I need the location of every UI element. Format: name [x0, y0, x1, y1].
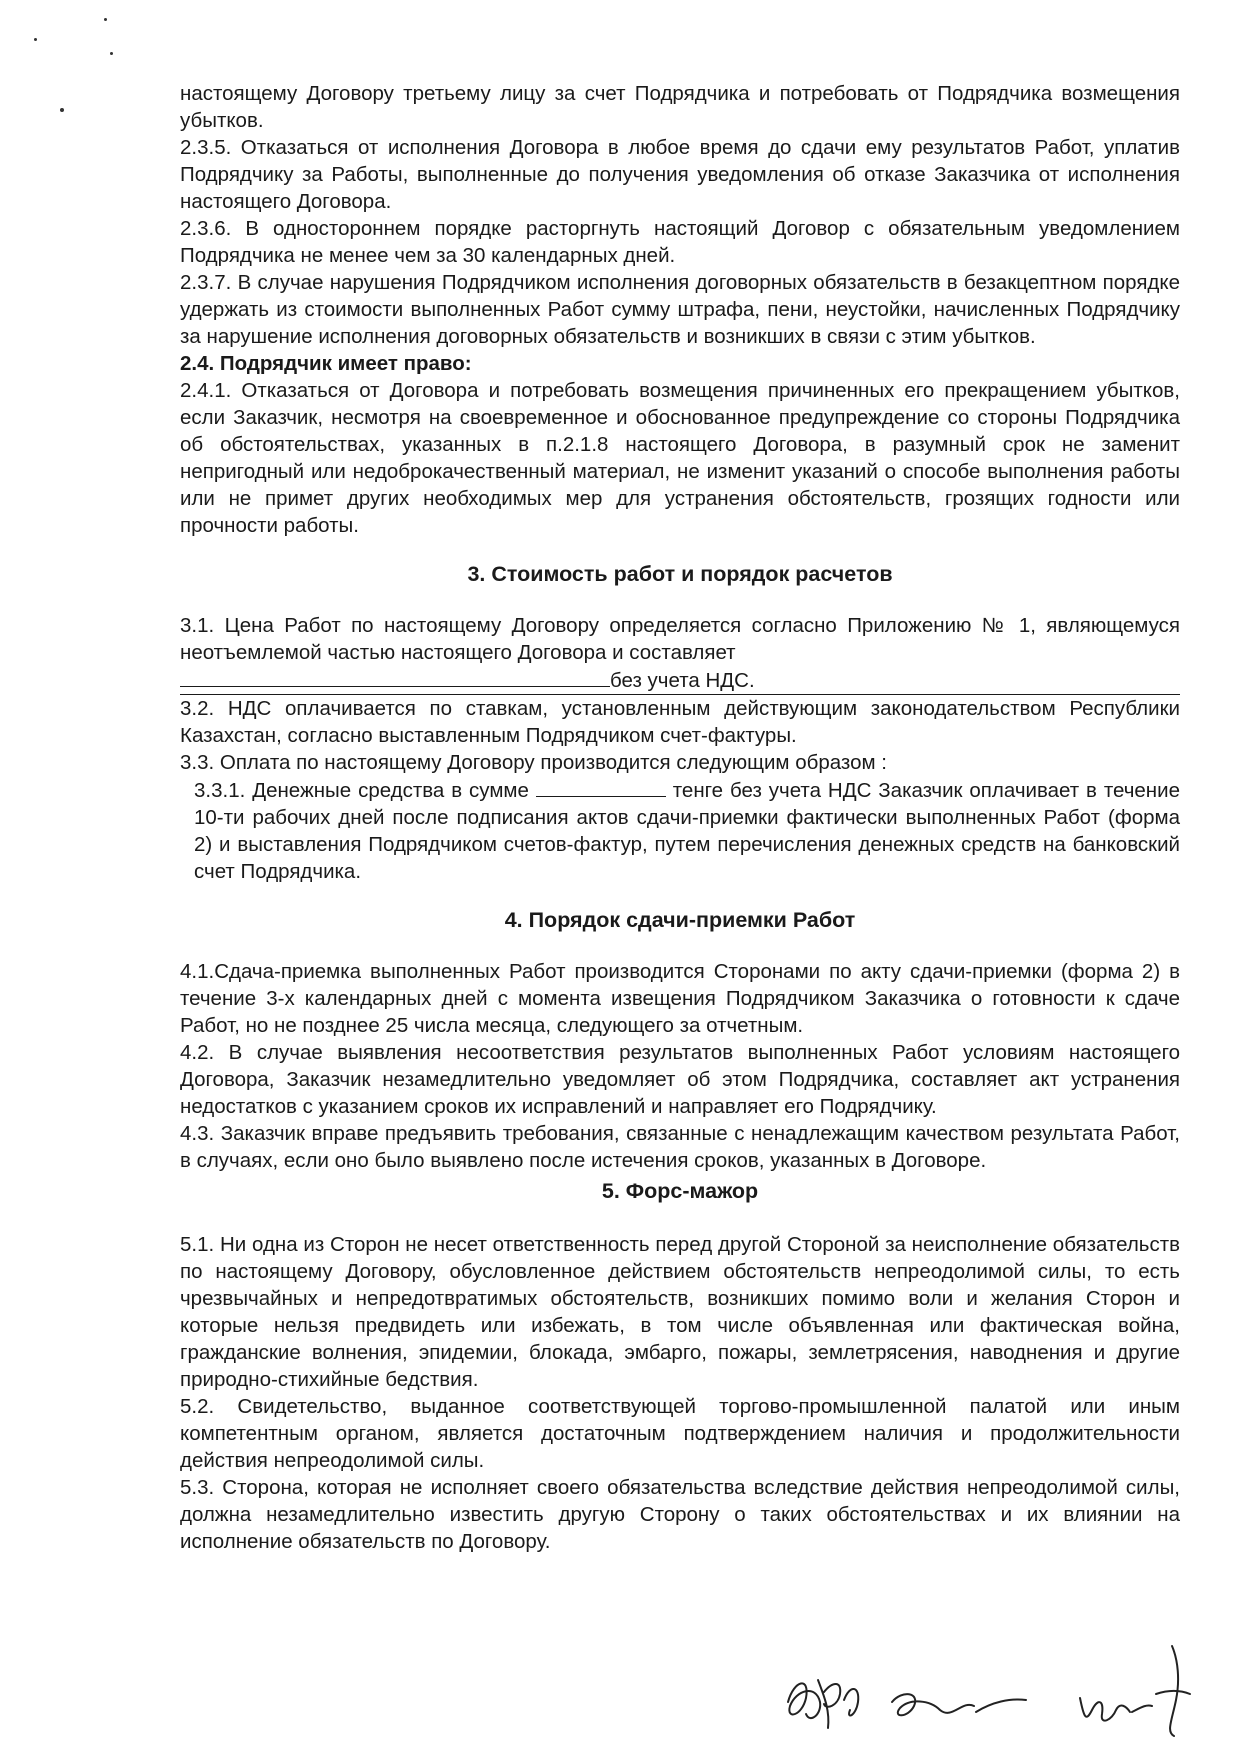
signature-stroke-1 — [788, 1683, 820, 1718]
paragraph-2-3-4-continued: настоящему Договору третьему лицу за счет Подрядчика и потребовать от Подрядчика возмещения убытков. — [180, 82, 1180, 132]
document-body — [180, 80, 1180, 1555]
signature-stroke-6 — [1080, 1698, 1130, 1721]
scan-speck — [34, 38, 37, 41]
paragraph-3-2: 3.2. НДС оплачивается по ставкам, установленным действующим законодательством Республики Казахстан, согласно выставленным Подрядчиком счет-фактуры. — [180, 694, 1180, 749]
amount-blank-field — [536, 776, 666, 797]
paragraph-3-3: 3.3. Оплата по настоящему Договору производится следующим образом : — [180, 751, 887, 774]
paragraph-3-3-1-text: 3.3.1. Денежные средства в сумме — [194, 779, 529, 802]
scan-speck — [60, 108, 64, 112]
paragraph-5-3: 5.3. Сторона, которая не исполняет своего обязательства вследствие действия непреодолимой силы, должна незамедлительно известить другую Сторону о таких обстоятельствах и их влиянии на исполнение обязательств по Договору. — [180, 1476, 1180, 1553]
signature-stroke-9 — [1156, 1691, 1190, 1694]
paragraph-4-3: 4.3. Заказчик вправе предъявить требования, связанные с ненадлежащим качеством результата Работ, в случаях, если оно было выявлено после истечения сроков, указанных в Договоре. — [180, 1122, 1180, 1172]
scan-speck — [110, 52, 113, 55]
scan-speck — [104, 18, 107, 21]
paragraph-2-3-7: 2.3.7. В случае нарушения Подрядчиком исполнения договорных обязательств в безакцептном порядке удержать из стоимости выполненных Работ сумму штрафа, пени, неустойки, начисленных Подрядчику за нарушение исполнения договорных обязательств и возникших в связи с этим убытков. — [180, 271, 1180, 348]
paragraph-2-3-5: 2.3.5. Отказаться от исполнения Договора в любое время до сдачи ему результатов Работ, уплатив Подрядчику за Работы, выполненные до получения уведомления об отказе Заказчика от исполнения настоящего Договора. — [180, 136, 1180, 213]
paragraph-3-1 — [180, 612, 1180, 694]
price-blank-field — [180, 666, 610, 687]
paragraph-5-2: 5.2. Свидетельство, выданное соответствующей торгово-промышленной палатой или иным компетентным органом, является достаточным подтверждением наличия и продолжительности действия непреодолимой силы. — [180, 1395, 1180, 1472]
signature-stroke-5 — [976, 1700, 1026, 1713]
paragraph-3-1-suffix: без учета НДС. — [610, 669, 755, 692]
signature-stroke-7 — [1132, 1705, 1152, 1712]
paragraph-3-3-1-suffix: тенге без учета НДС Заказчик оплачивает в течение 10-ти рабочих дней после подписания актов сдачи-приемки фактически выполненных Работ (форма 2) и выставления Подрядчиком счетов-фактур, путем перечисления денежных средств на банковский счет Подрядчика. — [194, 779, 1180, 883]
paragraph-4-1: 4.1.Сдача-приемка выполненных Работ производится Сторонами по акту сдачи-приемки (форма 2) в течение 3-х календарных дней с момента извещения Подрядчиком Заказчика о готовности к сдаче Работ, но не позднее 25 числа месяца, следующего за отчетным. — [180, 960, 1180, 1037]
paragraph-2-4-1: 2.4.1. Отказаться от Договора и потребовать возмещения причиненных его прекращением убытков, если Заказчик, несмотря на своевременное и обоснованное предупреждение со стороны Подрядчика об обстоятельствах, указанных в п.2.1.8 настоящего Договора, в разумный срок не заменит непригодный или недоброкачественный материал, не изменит указаний о способе выполнения работы или не примет других необходимых мер для устранения обстоятельств, грозящих годности или прочности работы. — [180, 379, 1180, 537]
signature-initials — [780, 1640, 1200, 1740]
paragraph-4-2: 4.2. В случае выявления несоответствия результатов выполненных Работ условиям настоящего Договора, Заказчик незамедлительно уведомляет об этом Подрядчика, составляет акт устранения недостатков с указанием сроков их исправлений и направляет его Подрядчику. — [180, 1041, 1180, 1118]
paragraph-5-1: 5.1. Ни одна из Сторон не несет ответственность перед другой Стороной за неисполнение обязательств по настоящему Договору, обусловленное действием обстоятельств непреодолимой силы, то есть чрезвычайных и непредотвратимых обстоятельств, возникших помимо воли и желания Сторон и которые нельзя предвидеть или избежать, в том числе объявленная или фактическая война, гражданские волнения, эпидемии, блокада, эмбарго, пожары, землетрясения, наводнения и другие природно-стихийные бедствия. — [180, 1233, 1180, 1391]
section-3-title: 3. Стоимость работ и порядок расчетов — [467, 562, 893, 586]
paragraph-2-3-6: 2.3.6. В одностороннем порядке расторгнуть настоящий Договор с обязательным уведомлением Подрядчика не менее чем за 30 календарных дней. — [180, 217, 1180, 267]
signature-stroke-4 — [892, 1694, 974, 1715]
section-4-title: 4. Порядок сдачи-приемки Работ — [504, 908, 856, 932]
signature-stroke-3 — [844, 1689, 858, 1716]
paragraph-3-1-text: 3.1. Цена Работ по настоящему Договору определяется согласно Приложению № 1, являющемуся неотъемлемой частью настоящего Договора и составляет — [180, 614, 1180, 664]
subheading-2-4: 2.4. Подрядчик имеет право: — [180, 352, 472, 375]
paragraph-3-3-1 — [180, 776, 1180, 885]
signature-stroke-2 — [818, 1680, 840, 1728]
section-5-title: 5. Форс-мажор — [601, 1179, 759, 1203]
